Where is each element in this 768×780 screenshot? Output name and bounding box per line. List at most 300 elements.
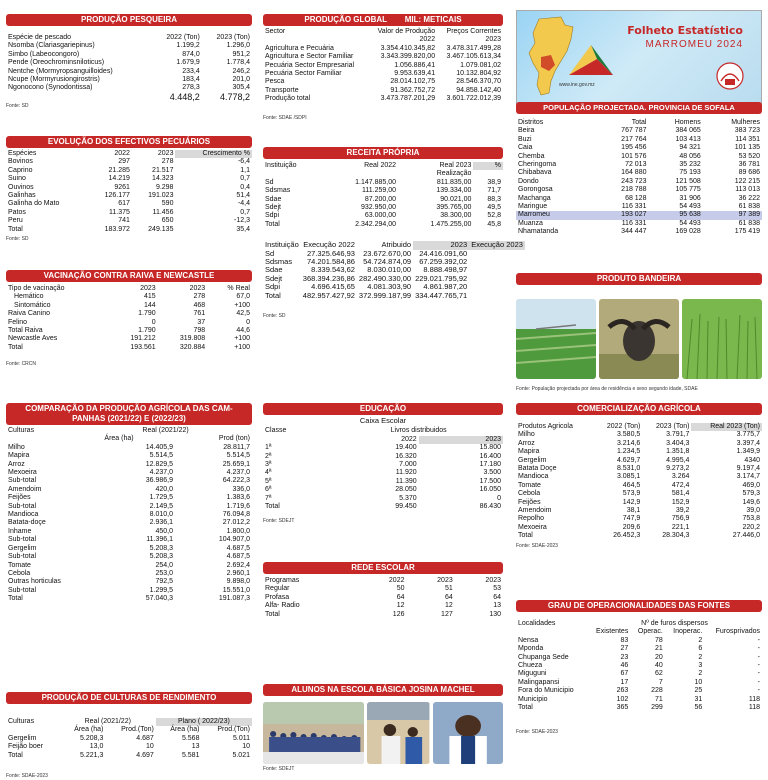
cell-value: -: [757, 670, 760, 678]
cell-value: 299: [651, 704, 663, 712]
cell-value: 35,4: [236, 225, 250, 233]
cell-value: 28.546.370,70: [456, 78, 501, 86]
table-row: [6, 209, 252, 217]
cell-value: 1.351,8: [666, 448, 690, 456]
table-row: [6, 192, 252, 200]
row-label: 5ª: [265, 477, 272, 485]
table-row: [6, 743, 252, 751]
cell-value: 8.339.543,62: [311, 265, 355, 275]
table-row: [263, 62, 503, 70]
cell-value: 20: [654, 653, 663, 661]
receita-source: Fonte: SD: [263, 313, 286, 320]
row-label: Mapira: [518, 448, 540, 456]
cell-value: 0: [151, 318, 156, 326]
th: Plano ( 2022/23): [156, 718, 252, 726]
cell-value: 63.000,00: [364, 212, 397, 220]
section-bandeira: [516, 273, 762, 393]
row-label: Cheringoma: [518, 161, 557, 169]
cell-value: 220,2: [742, 523, 760, 531]
row-label: Total: [8, 225, 23, 233]
educacao-title: EDUCAÇÃO: [263, 403, 503, 415]
cell-value: 44,6: [236, 327, 250, 335]
alunos-photos: [263, 702, 503, 764]
section-comercializacao: [516, 403, 762, 549]
cell-value: 3.174,7: [736, 473, 760, 481]
cell-value: 384 065: [675, 127, 701, 135]
cell-value: 1.079.081,02: [460, 61, 501, 69]
th: Real 2023 (Ton): [691, 423, 762, 431]
table-row: [6, 595, 252, 603]
comercializacao-table: [516, 423, 762, 541]
table-row: [6, 302, 252, 310]
table-row: [6, 59, 252, 67]
cell-value: 25.659,1: [222, 460, 250, 468]
cell-value: 0,4: [240, 183, 250, 191]
cell-value: 9.197,4: [736, 465, 760, 473]
bandeira-photos: [516, 299, 762, 379]
th: 2023: [437, 577, 453, 584]
cell-value: 36 781: [738, 161, 760, 169]
row-label: Machanga: [518, 194, 551, 202]
row-label: 3ª: [265, 461, 272, 469]
row-label: Sdpi: [265, 212, 280, 220]
cell-value: -: [757, 645, 760, 653]
irrigated-field-photo: [516, 299, 596, 379]
cell-value: 28.050: [395, 486, 417, 494]
table-row: [6, 335, 252, 343]
cell-value: 7.000: [399, 461, 417, 469]
table-row: [516, 136, 762, 144]
table-row: [516, 153, 762, 161]
table-row: [516, 457, 762, 465]
cell-value: 118: [748, 695, 760, 703]
table-row: [516, 532, 762, 540]
table-row: [263, 196, 503, 204]
table-row: [516, 524, 762, 532]
table-row: [6, 503, 252, 511]
table-row: [516, 144, 762, 152]
table-row: [516, 507, 762, 515]
row-label: Mapira: [8, 452, 30, 460]
cell-value: 254,0: [155, 561, 174, 569]
th: 2023 (Ton): [216, 34, 250, 41]
bandeira-title: PRODUTO BANDEIRA: [516, 273, 762, 285]
cell-value: 28.014.102,75: [390, 78, 436, 86]
cell-value: 102: [616, 695, 629, 703]
th: Instituição: [265, 162, 297, 169]
cell-value: 10: [242, 743, 250, 751]
cell-value: 14.405,9: [145, 443, 174, 451]
row-label: Nentche (Mormyropsanguilloides): [8, 67, 113, 75]
table-row: [6, 452, 252, 460]
row-label: Feijão boer: [8, 743, 44, 751]
section-rede: [263, 562, 503, 619]
table-row: [6, 578, 252, 586]
row-label: 2ª: [265, 452, 272, 460]
cell-value: 127: [441, 610, 453, 618]
cell-value: 741: [118, 217, 130, 225]
cell-value: 951,2: [232, 50, 250, 58]
row-label: Repolho: [518, 515, 545, 523]
th: Execução 2022: [303, 240, 355, 250]
cell-value: 17: [620, 678, 629, 686]
cell-value: 97 389: [703, 211, 762, 219]
cell-value: 46: [620, 662, 629, 670]
rice-field-photo: [682, 299, 762, 379]
pesqueira-table: [6, 34, 252, 101]
pesqueira-total-2023: 4.778,2: [219, 91, 250, 102]
cell-value: 14.219: [108, 175, 130, 183]
cell-value: 590: [161, 200, 174, 208]
table-row: [516, 482, 762, 490]
cell-value: 278,3: [182, 84, 200, 92]
cell-value: 372.999.187,99: [358, 290, 412, 300]
cell-value: 5.568: [181, 734, 200, 742]
cell-value: 11.390: [395, 477, 417, 485]
receita-table: [263, 162, 503, 229]
cell-value: 9261: [114, 183, 130, 191]
cell-value: 7: [658, 678, 663, 686]
row-label: Sintomático: [14, 301, 51, 309]
cell-value: 4.081.303,90: [367, 282, 412, 292]
row-label: Chueza: [518, 662, 543, 670]
row-label: Gorongosa: [518, 186, 553, 194]
cell-value: 2.692,4: [226, 561, 250, 569]
table-row: [263, 478, 503, 486]
row-label: Cebola: [518, 490, 541, 498]
pecuarios-source: Fonte: SD: [6, 236, 29, 243]
cell-value: 3: [698, 662, 703, 670]
cell-value: 4.995,4: [666, 456, 690, 464]
row-label: 4ª: [265, 469, 272, 477]
th: Atribuido: [381, 240, 412, 250]
cell-value: 126.177: [104, 192, 130, 200]
cell-value: 617: [118, 200, 130, 208]
cell-value: -: [757, 653, 760, 661]
table-row: [6, 175, 252, 183]
table-row: [516, 687, 762, 695]
table-row: [263, 602, 503, 610]
bandeira-source: Fonte: População projectada por área de residência e sexo segundo idade, SDAE: [516, 386, 698, 392]
cell-value: 195 456: [621, 144, 647, 152]
cell-value: 2.960,1: [226, 569, 250, 577]
row-label: Sdsmas: [265, 257, 293, 267]
table-row: [516, 465, 762, 473]
row-label: Sdejt: [265, 204, 281, 212]
cell-value: 17.500: [479, 477, 501, 485]
cell-value: 64.222,3: [222, 477, 250, 485]
cell-value: 243 723: [621, 177, 647, 185]
global-source: Fonte: SDAE /SDPI: [263, 114, 307, 121]
th: Furosprivados: [715, 628, 760, 636]
row-label: Total: [8, 751, 23, 759]
row-label: Suino: [8, 175, 26, 183]
cell-value: 89 686: [738, 169, 760, 177]
th: Produtos Agricola: [518, 423, 573, 430]
cell-value: 5.514,5: [226, 452, 250, 460]
cell-value: 249.135: [148, 225, 174, 233]
section-pesqueira: [6, 14, 252, 110]
th: Real 2023: [439, 162, 472, 169]
th: Operac.: [637, 628, 663, 636]
cell-value: 191.212: [130, 335, 156, 343]
cell-value: 3.404,3: [666, 439, 690, 447]
cell-value: 3.500: [483, 469, 501, 477]
table-row: [516, 637, 762, 645]
table-row: [516, 203, 762, 211]
cell-value: -6,4: [237, 158, 250, 166]
row-label: Nensa: [518, 636, 539, 644]
section-alunos: [263, 684, 503, 773]
cell-value: 2.342.294,00: [355, 220, 397, 228]
cell-value: 48 056: [679, 152, 701, 160]
cell-value: 76.094,8: [222, 511, 250, 519]
buffalo-photo: [599, 299, 679, 379]
cell-value: 61 838: [738, 203, 760, 211]
row-label: Total: [8, 595, 23, 603]
cell-value: 209,6: [622, 523, 641, 531]
cell-value: 56: [694, 704, 703, 712]
row-label: Nsomba (Clariasgariepinus): [8, 42, 95, 50]
row-label: Muanza: [518, 219, 543, 227]
cell-value: 3.601.722.012,39: [446, 95, 501, 103]
th: 2023: [419, 436, 503, 444]
cell-value: 1.790: [138, 327, 156, 335]
pesqueira-title: PRODUÇÃO PESQUEIRA: [6, 14, 252, 26]
th: 2023: [485, 36, 501, 44]
row-label: Inhame: [8, 527, 32, 535]
section-fontes: [516, 600, 762, 736]
cell-value: 0,7: [240, 175, 250, 183]
cell-value: 365: [616, 704, 629, 712]
cell-value: 11.920: [395, 469, 417, 477]
table-row: [6, 587, 252, 595]
cell-value: 368.394.236,86: [302, 273, 355, 283]
th: Homens: [674, 119, 701, 126]
cell-value: 10: [694, 678, 703, 686]
cell-value: 118: [748, 704, 760, 712]
row-label: Chupanga Sede: [518, 653, 569, 661]
table-row: [6, 184, 252, 192]
cell-value: 126: [392, 610, 405, 618]
section-agricola: [6, 403, 252, 604]
row-label: Sub-total: [8, 502, 37, 510]
table-row: [6, 570, 252, 578]
banner-website: www.ine.gov.mz: [559, 82, 595, 88]
cell-value: 21: [654, 645, 663, 653]
table-row: [6, 735, 252, 743]
cell-value: 26.452,3: [613, 532, 641, 540]
cell-value: 383 723: [734, 127, 760, 135]
cell-value: 116 331: [621, 219, 647, 227]
cell-value: 9.898,0: [226, 578, 250, 586]
cell-value: 5.021: [232, 751, 250, 759]
row-label: Amendoim: [518, 507, 552, 515]
cell-value: 99.450: [395, 503, 417, 511]
cell-value: 31: [694, 695, 703, 703]
cell-value: 3.775,7: [736, 431, 760, 439]
cell-value: 8.531,0: [616, 465, 641, 473]
row-label: Mandioca: [518, 473, 549, 481]
row-label: Ncupe (Mormyrusiongirostris): [8, 76, 100, 84]
agricola-title: COMPARAÇÃO DA PRODUÇÃO AGRÍCOLA DAS CAM-PANHAS (2021/22) E (2022/23): [6, 403, 252, 425]
cell-value: 0: [497, 494, 501, 502]
cell-value: 19.400: [395, 444, 417, 452]
row-label: Chemba: [518, 152, 545, 160]
row-label: Transporte: [265, 86, 299, 94]
cell-value: -12,3: [234, 217, 250, 225]
cell-value: 51: [444, 585, 453, 593]
row-label: Raiva Canino: [8, 310, 51, 318]
cell-value: 104.907,0: [218, 536, 250, 544]
cell-value: 798: [193, 327, 206, 335]
cell-value: 12: [444, 602, 453, 610]
section-educacao: [263, 403, 503, 525]
vacinacao-title: VACINAÇÃO CONTRA RAIVA E NEWCASTLE: [6, 270, 252, 282]
cell-value: 1.719,6: [226, 502, 250, 510]
row-label: Hemático: [14, 293, 44, 301]
table-row: [263, 95, 503, 103]
th: Execução 2023: [471, 240, 523, 250]
cell-value: 4.696.415,65: [311, 282, 355, 292]
th: Total: [631, 119, 647, 126]
row-label: Ngonocono (Synodontissa): [8, 84, 93, 92]
cell-value: 94 321: [679, 144, 701, 152]
cell-value: -4,4: [237, 200, 250, 208]
cell-value: +100: [234, 343, 250, 351]
table-row: [516, 440, 762, 448]
cell-value: 54.724.874,09: [363, 257, 412, 267]
th: Inoperac.: [673, 628, 703, 636]
cell-value: 2.149,5: [149, 502, 174, 510]
cell-value: 16.400: [479, 452, 501, 460]
column-middle: [263, 0, 523, 776]
cell-value: 94.858.142,40: [456, 86, 501, 94]
cell-value: 38,9: [487, 178, 501, 186]
cell-value: 761: [193, 310, 206, 318]
cell-value: 5.370: [399, 494, 417, 502]
cell-value: 27.325.646,93: [306, 248, 355, 258]
cell-value: 24.416.091,60: [419, 248, 468, 258]
table-row: [6, 545, 252, 553]
table-row: [263, 461, 503, 469]
table-row: [6, 562, 252, 570]
table-row: [263, 53, 503, 61]
cell-value: 4.629,7: [616, 456, 641, 464]
cell-value: 35 232: [679, 161, 701, 169]
cell-value: 88,3: [487, 195, 501, 203]
cell-value: 0,7: [240, 208, 250, 216]
cell-value: 21.517: [152, 166, 174, 174]
table-row: [516, 645, 762, 653]
row-label: Nhamatanda: [518, 228, 559, 236]
cell-value: 3.214,6: [616, 439, 641, 447]
cell-value: 11.375: [109, 208, 130, 216]
row-label: Caia: [518, 144, 533, 152]
cell-value: -: [757, 687, 760, 695]
row-label: Fora do Municipio: [518, 687, 574, 695]
row-label: Sdejt: [265, 273, 283, 283]
th: 2023: [413, 241, 469, 249]
table-row: [263, 611, 503, 619]
cell-value: 14.323: [152, 175, 174, 183]
cell-value: 415: [143, 293, 156, 301]
th: Área (ha): [74, 726, 104, 734]
pecuarios-table: [6, 150, 252, 234]
th: Área (ha): [170, 726, 200, 734]
th: 2023 (Ton): [655, 423, 690, 430]
row-label: Total: [265, 220, 280, 228]
populacao-table: [516, 119, 762, 237]
cell-value: 53 520: [738, 152, 760, 160]
table-row: [263, 87, 503, 95]
th: %: [473, 162, 503, 170]
cell-value: -: [757, 636, 760, 644]
table-row: [263, 221, 503, 229]
cell-value: 6: [698, 645, 703, 653]
cell-value: 114 351: [735, 135, 760, 143]
cell-value: 25: [694, 687, 703, 695]
th: Existentes: [596, 628, 629, 636]
cell-value: 282.490.330,00: [358, 273, 412, 283]
row-label: Pecuária Sector Familiar: [265, 70, 342, 78]
folheto-banner: [516, 10, 762, 104]
th: Prod.(Ton): [121, 726, 154, 734]
th: Prod.(Ton): [217, 726, 250, 734]
table-row: [6, 477, 252, 485]
table-row: [6, 486, 252, 494]
row-label: 7ª: [265, 494, 272, 502]
row-label: Total Raiva: [8, 327, 43, 335]
global-table: [263, 28, 503, 104]
th: Sector: [265, 28, 286, 35]
cell-value: 2: [698, 636, 703, 644]
table-row: [263, 45, 503, 53]
row-label: Regular: [265, 585, 290, 593]
cell-value: 1.729,5: [149, 494, 174, 502]
table-row: [6, 167, 252, 175]
row-label: Ouvinos: [8, 183, 34, 191]
cell-value: 420,0: [155, 485, 174, 493]
column-left: [6, 0, 252, 780]
table-row: [516, 654, 762, 662]
table-row: [6, 200, 252, 208]
cell-value: 792,5: [155, 578, 174, 586]
cell-value: 278: [193, 293, 206, 301]
th: 2023: [189, 285, 206, 292]
table-row: [6, 76, 252, 84]
row-label: Total: [265, 290, 281, 300]
th: Culturas: [8, 718, 35, 725]
row-label: Peru: [8, 217, 23, 225]
table-row: [263, 204, 503, 212]
row-label: Total: [8, 343, 23, 351]
row-label: Caprino: [8, 166, 33, 174]
alunos-title: ALUNOS NA ESCOLA BÁSICA JOSINA MACHEL: [263, 684, 503, 696]
th: Nº de furos dispersos: [641, 620, 708, 627]
row-label: Produção total: [265, 95, 311, 103]
cell-value: 27: [620, 645, 629, 653]
cell-value: 297: [118, 158, 130, 166]
cell-value: 3.580,5: [616, 431, 641, 439]
cell-value: 23: [620, 653, 629, 661]
cell-value: 101 135: [734, 144, 760, 152]
th: Valor de Produção: [377, 28, 436, 35]
cell-value: 581,4: [671, 490, 690, 498]
cell-value: 139.334,00: [436, 187, 472, 195]
cell-value: 12.829,5: [145, 460, 174, 468]
pesqueira-total-2022: 4.448,2: [169, 91, 200, 102]
